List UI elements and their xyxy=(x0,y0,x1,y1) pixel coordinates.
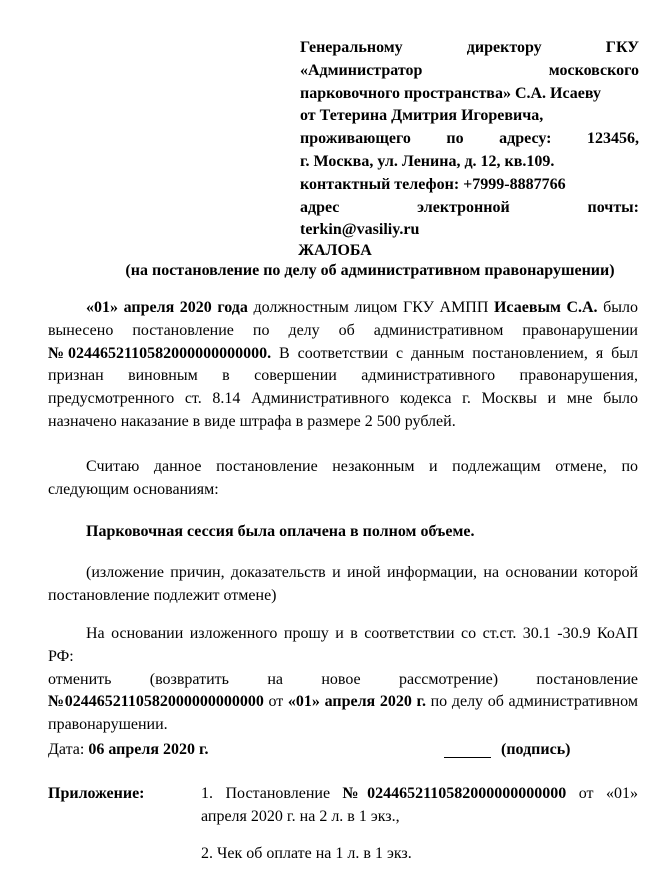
paragraph-text-part: по делу об административном правонарушении. xyxy=(48,693,639,734)
paragraph-text-part: В соответствии с данным постановлением, я был признан виновным в совершении административного правонарушения, предусмотренного ст. 8.14 Административного кодекса г. Москвы и мне было назначено наказание в виде штрафа в размере 2 500 рублей. xyxy=(48,344,638,430)
paragraph-text-part: должностным лицом ГКУ АМПП xyxy=(247,299,494,316)
official-name: Исаевым С.А. xyxy=(493,299,598,316)
document-subtitle: (на постановление по делу об административном правонарушении) xyxy=(125,262,615,279)
header-line: от Тетерина Дмитрия Игоревича, xyxy=(300,107,544,125)
paragraph-text xyxy=(48,669,638,737)
header-text: проживающего xyxy=(300,130,411,148)
header-text: московского xyxy=(548,61,639,79)
attachment-item-1 xyxy=(201,783,638,829)
paragraph-reason xyxy=(48,521,638,544)
header-line xyxy=(300,197,639,220)
paragraph-text: На основании изложенного прошу и в соответствии со ст.ст. 30.1 -30.9 КоАП РФ: xyxy=(48,625,638,665)
header-text: почты: xyxy=(587,198,639,216)
decision-date: «01» апреля 2020 года xyxy=(86,299,248,316)
paragraph-text xyxy=(48,297,638,434)
paragraph-decision xyxy=(48,297,638,434)
header-text: по xyxy=(446,130,464,148)
header-line xyxy=(300,128,639,151)
addressee-block xyxy=(300,37,639,242)
decision-number: №0244652110582000000000000 xyxy=(48,693,264,711)
paragraph-explanation xyxy=(48,562,638,608)
date-signature-row xyxy=(48,739,638,762)
header-text: «Администратор xyxy=(300,61,423,79)
reason-text: Парковочная сессия была оплачена в полном объеме. xyxy=(86,523,475,540)
header-line: г. Москва, ул. Ленина, д. 12, кв.109. xyxy=(300,152,555,170)
header-text: Генеральному xyxy=(300,39,403,56)
paragraph-request xyxy=(48,623,638,737)
header-line: terkin@vasiliy.ru xyxy=(300,221,420,239)
paragraph-text: Считаю данное постановление незаконным и подлежащим отмене, по следующим основаниям: xyxy=(48,458,638,498)
header-line: контактный телефон: +7999-8887766 xyxy=(300,175,566,193)
paragraph-text-part: отменить (возвратить на новое рассмотрение) постановление xyxy=(48,670,638,688)
header-text: адрес xyxy=(300,198,340,216)
signature-label: (подпись) xyxy=(501,741,571,758)
attachment-label: Приложение: xyxy=(48,785,145,802)
attachment-text: 1. Постановление xyxy=(201,785,343,802)
header-line: парковочного пространства» С.А. Исаеву xyxy=(300,84,601,102)
paragraph-text xyxy=(48,521,638,544)
header-text: директору xyxy=(466,39,542,56)
header-text: ГКУ xyxy=(605,39,639,56)
decision-number: №0244652110582000000000000. xyxy=(48,344,272,362)
header-text: адресу: xyxy=(499,130,552,148)
paragraph-text: (изложение причин, доказательств и иной информации, на основании которой постановление подлежит отмене) xyxy=(48,564,638,604)
document-title: ЖАЛОБА xyxy=(298,242,372,259)
header-line xyxy=(300,60,639,83)
date-label: Дата: xyxy=(48,741,89,758)
attachment-item-2: 2. Чек об оплате на 1 л. в 1 экз. xyxy=(201,845,412,862)
paragraph-grounds xyxy=(48,456,638,502)
header-text: 123456, xyxy=(587,130,639,148)
decision-date: «01» апреля 2020 г. xyxy=(287,693,426,711)
paragraph-text-part: было вынесено постановление по делу об административном правонарушении xyxy=(48,299,638,339)
attachment-text: от «01» апреля 2020 г. на 2 л. в 1 экз., xyxy=(201,785,638,825)
signature-line xyxy=(444,757,491,758)
date-value: 06 апреля 2020 г. xyxy=(88,741,209,758)
decision-number: №0244652110582000000000000 xyxy=(342,785,567,802)
paragraph-text-part: от xyxy=(263,693,288,711)
header-text: электронной xyxy=(417,198,510,216)
header-line xyxy=(300,37,639,60)
